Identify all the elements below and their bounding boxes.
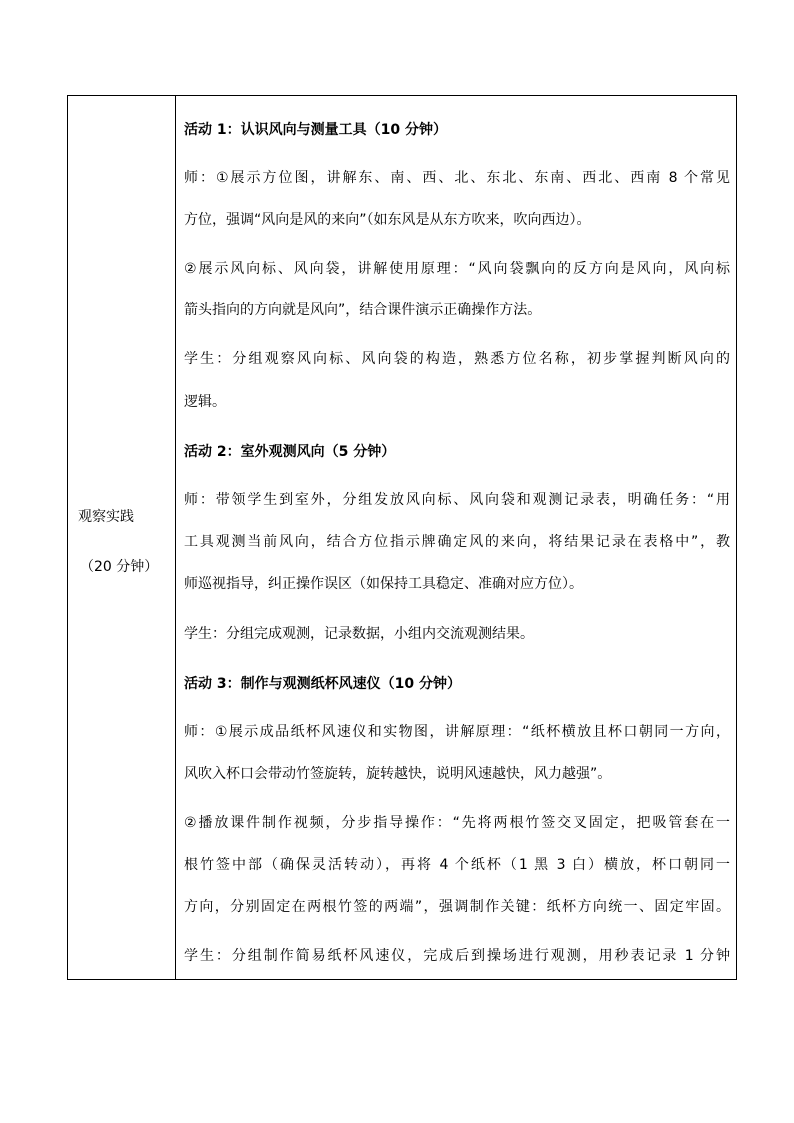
activity2-teacher-line: 师：带领学生到室外，分组发放风向标、风向袋和观测记录表，明确任务：“用: [184, 492, 730, 508]
activity2-heading: 活动 2：室外观测风向（5 分钟）: [184, 444, 396, 460]
activity3-heading: 活动 3：制作与观测纸杯风速仪（10 分钟）: [184, 676, 461, 692]
activity3-step2-line: 根竹签中部（确保灵活转动），再将 4 个纸杯（1 黑 3 白）横放，杯口朝同一: [184, 857, 730, 873]
activity3-step2-line: ②播放课件制作视频，分步指导操作：“先将两根竹签交叉固定，把吸管套在一: [184, 815, 730, 831]
activity3-student-line: 学生：分组制作简易纸杯风速仪，完成后到操场进行观测，用秒表记录 1 分钟: [184, 948, 730, 964]
activity1-student-line: 学生：分组观察风向标、风向袋的构造，熟悉方位名称，初步掌握判断风向的: [184, 351, 730, 367]
activity1-heading: 活动 1：认识风向与测量工具（10 分钟）: [184, 122, 447, 138]
activity-content-cell: [176, 96, 736, 979]
stage-cell: [68, 96, 175, 979]
activity1-teacher-line: 师：①展示方位图，讲解东、南、西、北、东北、东南、西北、西南 8 个常见: [184, 170, 730, 186]
lesson-plan-table: [67, 95, 737, 980]
activity1-student-line: 逻辑。: [184, 394, 226, 410]
activity2-teacher-line: 师巡视指导，纠正操作误区（如保持工具稳定、准确对应方位）。: [184, 576, 583, 592]
activity2-teacher-line: 工具观测当前风向，结合方位指示牌确定风的来向，将结果记录在表格中”，教: [184, 534, 730, 550]
activity1-step2-line: 箭头指向的方向就是风向”，结合课件演示正确操作方法。: [184, 302, 542, 318]
activity2-student-line: 学生：分组完成观测，记录数据，小组内交流观测结果。: [184, 626, 534, 642]
activity3-step2-line: 方向，分别固定在两根竹签的两端”，强调制作关键：纸杯方向统一、固定牢固。: [184, 899, 730, 915]
stage-title: 观察实践: [78, 509, 134, 525]
stage-duration: （20 分钟）: [80, 559, 159, 575]
activity1-step2-line: ②展示风向标、风向袋，讲解使用原理：“风向袋飘向的反方向是风向，风向标: [184, 261, 730, 277]
activity1-teacher-line: 方位，强调“风向是风的来向”（如东风是从东方吹来，吹向西边）。: [184, 212, 591, 228]
activity3-teacher-line: 师：①展示成品纸杯风速仪和实物图，讲解原理：“纸杯横放且杯口朝同一方向，: [184, 724, 730, 740]
activity3-teacher-line: 风吹入杯口会带动竹签旋转，旋转越快，说明风速越快，风力越强”。: [184, 766, 612, 782]
